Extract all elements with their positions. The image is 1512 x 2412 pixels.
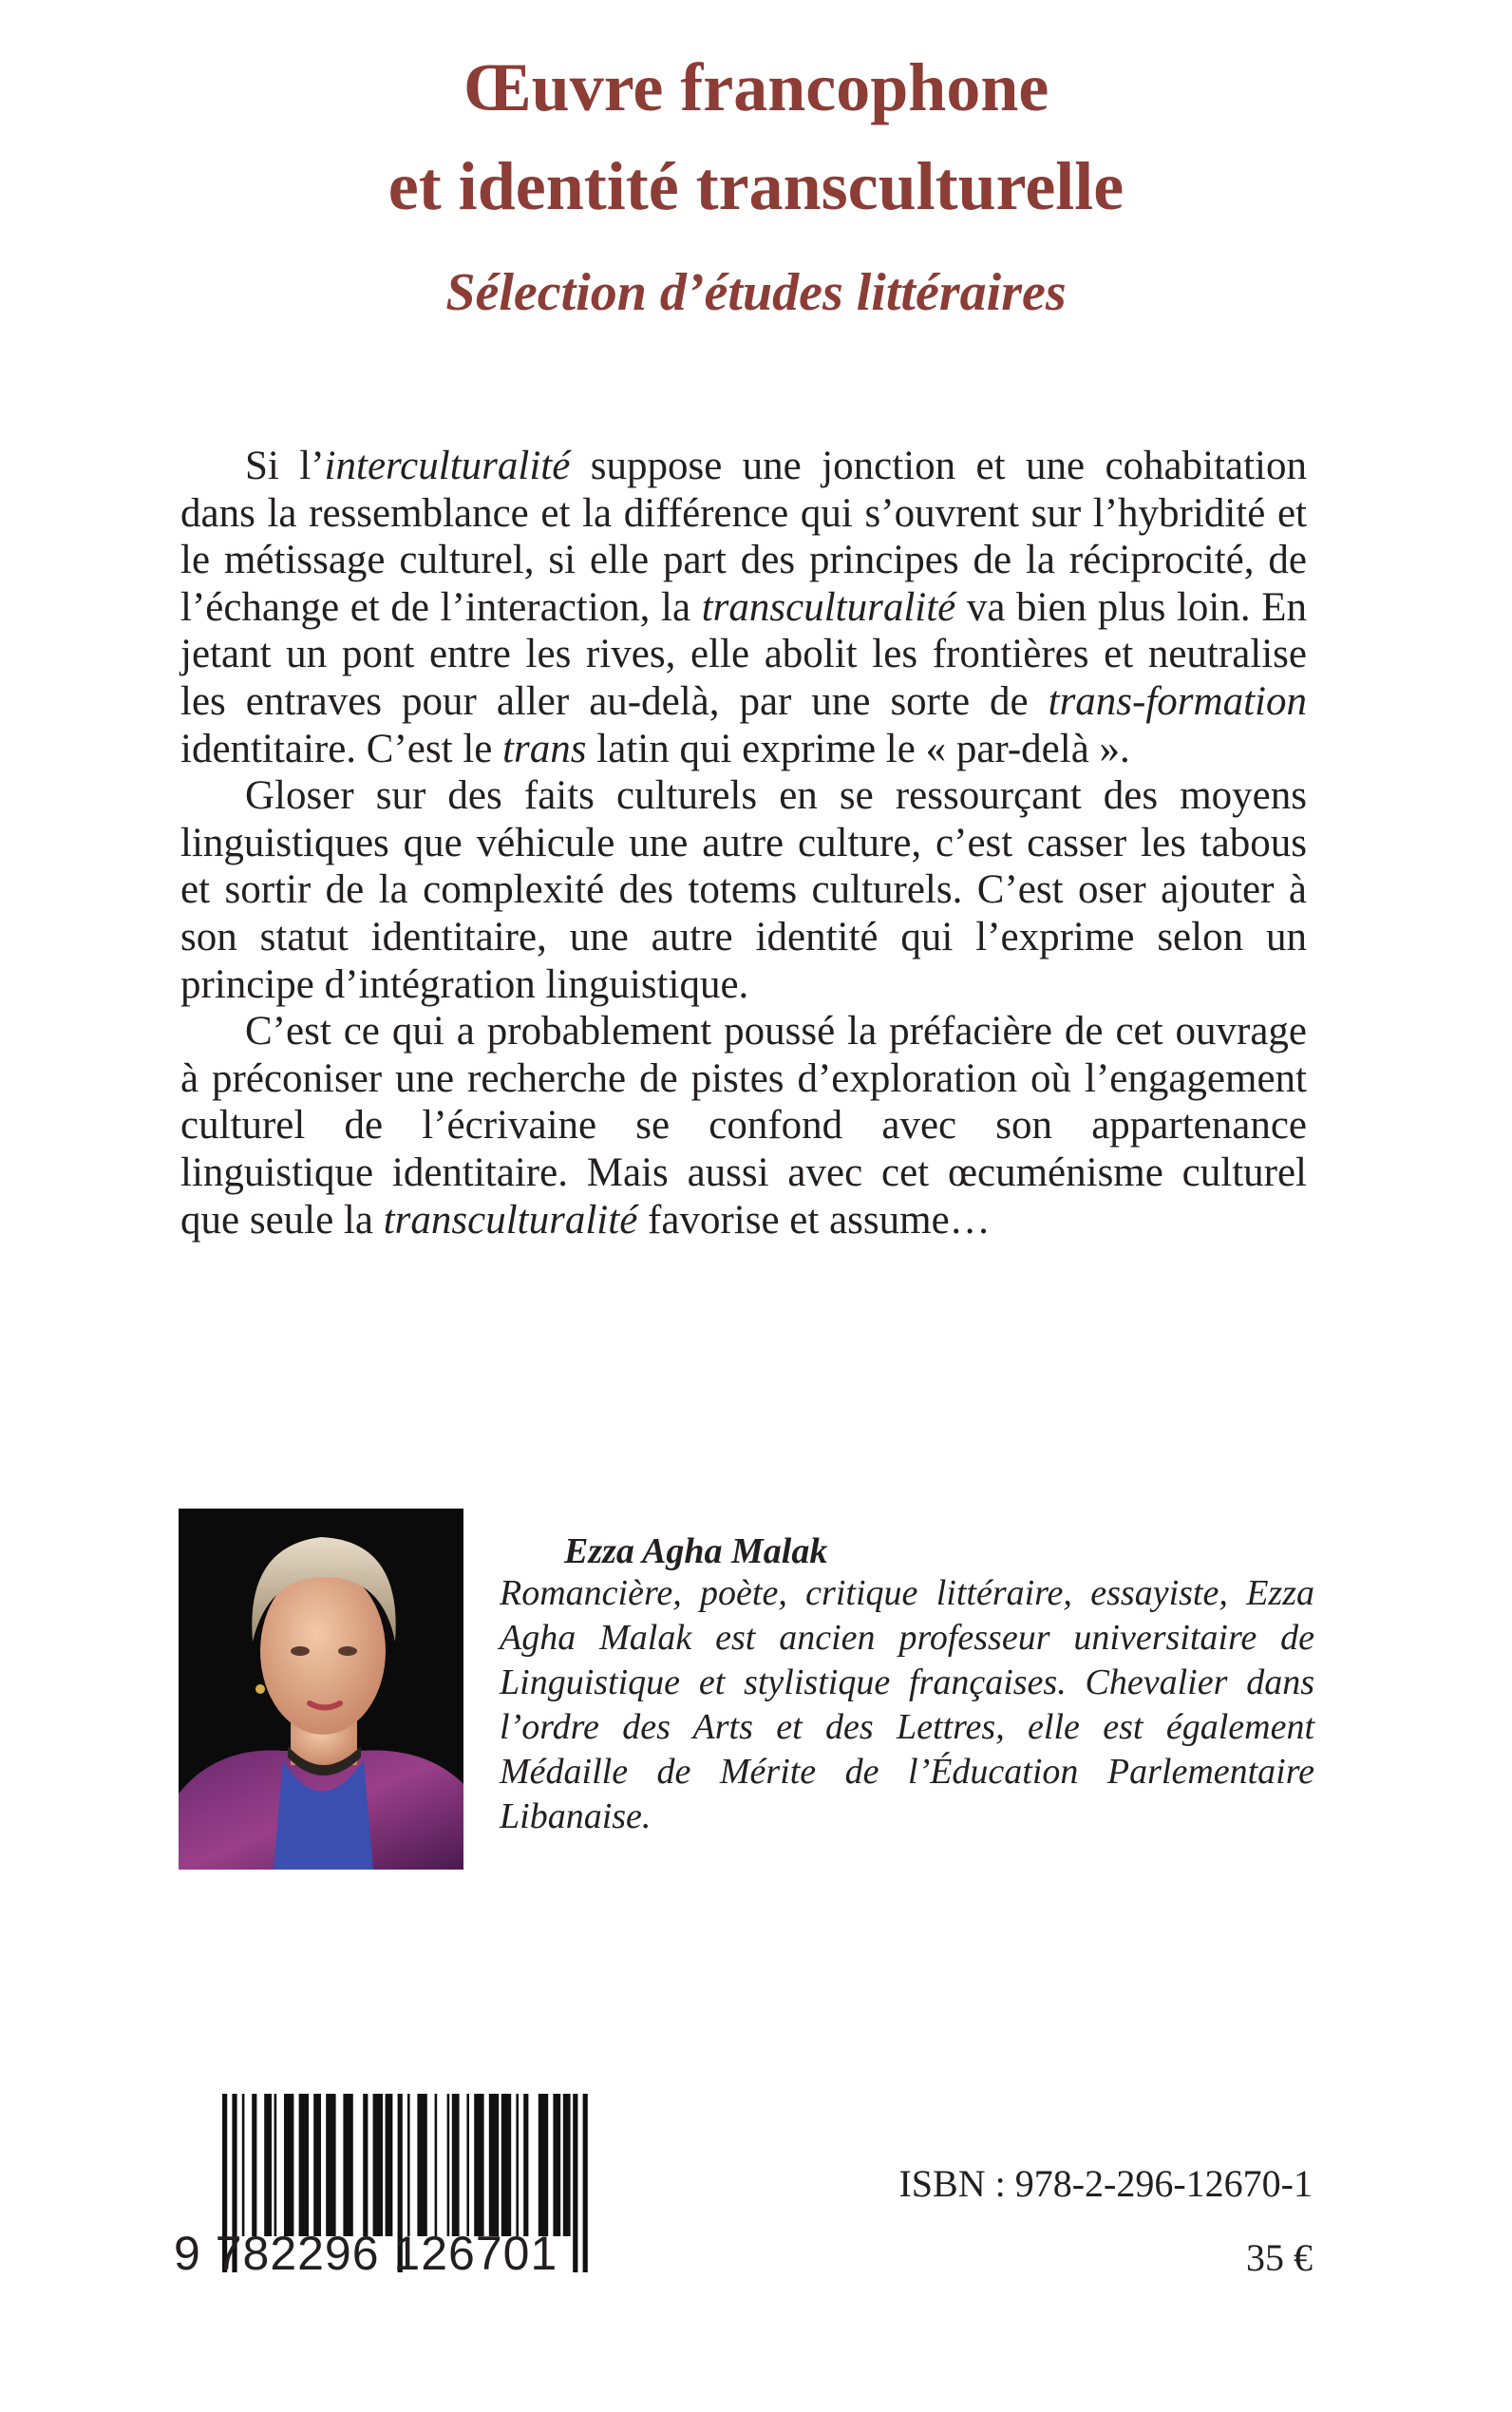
emphasis-term: interculturalité — [324, 444, 571, 488]
barcode-digits: 9 782296 126701 — [174, 2227, 558, 2280]
barcode-bar — [343, 2094, 352, 2236]
barcode-bar — [447, 2094, 450, 2236]
barcode-bar — [523, 2094, 528, 2236]
emphasis-term: transculturalité — [383, 1197, 638, 1243]
author-bio: Romancière, poète, critique littéraire, essayiste, Ezza Agha Malak est ancien professeur universitaire de Linguistique et stylistique françaises. Chevalier dans l’ordre des Arts et des Lettres, elle est également Médaille de Mérite de l’Éducation Parlementaire Libanaise. — [500, 1573, 1314, 1836]
emphasis-term: trans — [502, 726, 587, 771]
barcode-bar — [539, 2094, 548, 2236]
blurb-paragraph-3: C’est ce qui a probablement poussé la préfacière de cet ouvrage à préconiser une recherche de pistes d’exploration où l’engagement culturel de l’écrivaine se confond avec son appartenance linguistique identitaire. Mais aussi avec cet œcuménisme culturel que seule la transculturalité favorise et assume… — [180, 1009, 1307, 1243]
barcode-bar — [553, 2094, 560, 2236]
barcode-bar — [386, 2094, 393, 2236]
barcode-bar — [363, 2094, 368, 2236]
barcode-bar — [417, 2094, 426, 2236]
barcode-bar — [466, 2094, 469, 2236]
book-title-line-2: et identité transculturelle — [387, 148, 1125, 224]
emphasis-term: transculturalité — [701, 584, 956, 630]
price: 35 € — [1246, 2236, 1313, 2279]
barcode-bar — [501, 2094, 511, 2236]
barcode-bar — [242, 2094, 245, 2236]
barcode-bar — [326, 2094, 335, 2236]
blurb-paragraph-2: Gloser sur des faits culturels en se ressourçant des moyens linguistiques que véhicule une autre culture, c’est casser les tabous et sortir de la complexité des totems culturels. C’est oser ajouter à son statut identitaire, une autre identité qui l’exprime selon un principe d’intégration linguistique. — [180, 773, 1307, 1007]
barcode-bar — [284, 2094, 293, 2236]
barcode-bar — [489, 2094, 499, 2236]
barcode-bar — [313, 2094, 321, 2236]
barcode-bar — [264, 2094, 272, 2236]
author-photo — [179, 1509, 463, 1870]
blurb-paragraph-1: Si l’interculturalité suppose une jonction et une cohabitation dans la ressemblance et la différence qui s’ouvrent sur l’hybridité et le métissage culturel, si elle part des principes de la réciprocité, de l’échange et de l’interaction, la transculturalité va bien plus loin. En jetant un pont entre les rives, elle abolit les frontières et neutralise les entraves pour aller au-delà, par une sorte de trans-formation identitaire. C’est le trans latin qui exprime le « par-delà ». — [180, 444, 1307, 771]
barcode-bar — [299, 2094, 309, 2236]
barcode-bar — [583, 2094, 588, 2272]
barcode-bar — [563, 2094, 571, 2236]
author-portrait-icon — [179, 1509, 463, 1870]
barcode-bar — [252, 2094, 256, 2236]
barcode-bar — [274, 2094, 277, 2236]
book-title-line-1: Œuvre francophone — [463, 49, 1049, 125]
barcode-bar — [474, 2094, 483, 2236]
emphasis-term: trans-formation — [1048, 678, 1307, 724]
barcode-bar — [516, 2094, 519, 2236]
isbn: ISBN : 978-2-296-12670-1 — [898, 2162, 1313, 2205]
barcode-bar — [573, 2094, 577, 2272]
barcode-bar — [407, 2094, 410, 2236]
book-subtitle: Sélection d’études littéraires — [445, 263, 1067, 322]
author-name: Ezza Agha Malak — [564, 1531, 828, 1571]
blurb — [180, 443, 1307, 1244]
barcode-bar — [435, 2094, 438, 2236]
barcode-bar — [373, 2094, 383, 2236]
barcode-bar — [452, 2094, 460, 2236]
